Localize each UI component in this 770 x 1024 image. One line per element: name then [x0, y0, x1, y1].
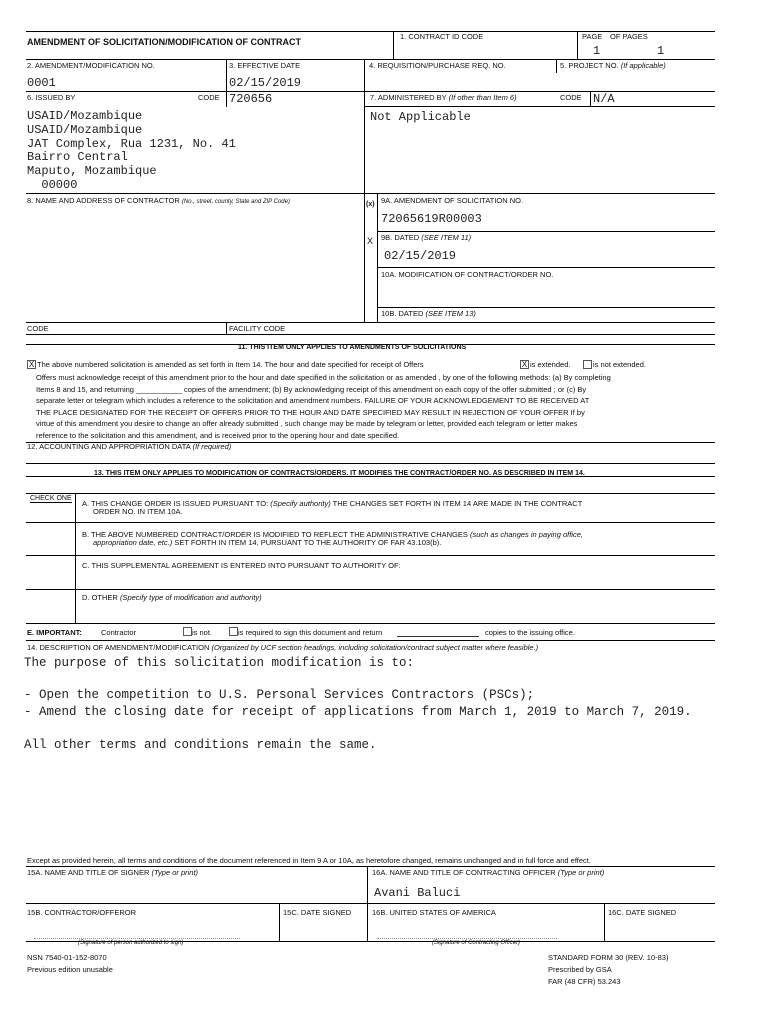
item-15b-label: 15B. CONTRACTOR/OFFEROR [27, 908, 137, 917]
item-12-label: 12. ACCOUNTING AND APPROPRIATION DATA (If required) [27, 442, 232, 451]
project-no-label: 5. PROJECT NO. (If applicable) [560, 61, 666, 70]
item-13b-line-2: appropriation date, etc.) SET FORTH IN ITEM 14, PURSUANT TO THE AUTHORITY OF FAR 43.103(b). [93, 538, 442, 547]
pages-value: 1 [657, 44, 665, 58]
item-11-line-1: The above numbered solicitation is amended as set forth in Item 14. The hour and date specified for receipt of Offers [37, 360, 424, 369]
form-title: AMENDMENT OF SOLICITATION/MODIFICATION OF CONTRACT [27, 37, 301, 47]
item-13a-text: A. THIS CHANGE ORDER IS ISSUED PURSUANT TO: (Specify authority) THE CHANGES SET FORTH IN ITEM 14 ARE MADE IN THE CONTRACT [82, 499, 583, 508]
is-required-label: is required to sign this document and return [238, 628, 383, 637]
administered-by-label: 7. ADMINISTERED BY (If other than Item 6) [370, 93, 517, 102]
contracting-officer-name: Avani Baluci [374, 886, 461, 900]
issued-code-value: 720656 [229, 92, 273, 106]
issued-code-label: CODE [198, 93, 220, 102]
item-11-heading: 11. THIS ITEM ONLY APPLIES TO AMENDMENTS OF SOLICITATIONS [238, 344, 467, 351]
item-13-heading: 13. THIS ITEM ONLY APPLIES TO MODIFICATION OF CONTRACTS/ORDERS. IT MODIFIES THE CONTRACT/ORDER NO. AS DESCRIBED IN ITEM 14. [94, 470, 585, 477]
item-9b-x-mark: X [367, 237, 374, 248]
item-16c-label: 16C. DATE SIGNED [608, 908, 677, 917]
item-9b-value: 02/15/2019 [384, 249, 457, 263]
contractor-label: 8. NAME AND ADDRESS OF CONTRACTOR (No., street, county, State and ZIP Code) [27, 196, 290, 205]
item-9a-value: 72065619R00003 [381, 212, 482, 226]
contract-id-label: 1. CONTRACT ID CODE [400, 32, 484, 41]
item-10b-label: 10B. DATED (SEE ITEM 13) [381, 309, 476, 318]
item-14-label: 14. DESCRIPTION OF AMENDMENT/MODIFICATION (Organized by UCF section headings, including solicitation/contract subject matter where feasible.) [27, 643, 539, 652]
page-label: PAGE [582, 32, 603, 41]
not-extended-checkbox[interactable] [583, 360, 592, 369]
amendment-no-label: 2. AMENDMENT/MODIFICATION NO. [27, 61, 155, 70]
important-contractor: Contractor [101, 628, 137, 637]
effective-date-value: 02/15/2019 [229, 76, 302, 90]
item-11-instructions: Offers must acknowledge receipt of this amendment prior to the hour and date specified in the solicitation or as amended , by one of the following methods: (a) By completing Items 8 and 15, and returning ___________ copies of the amendment; (b) By acknowledging receipt of this amendment on each copy of the offer submitted ; or (c) By separate letter or telegram which includes a reference to the solicitation and amendment numbers. FAILURE OF YOUR ACKNOWLEDGEMENT TO BE RECEIVED AT THE PLACE DESIGNATED FOR THE RECEIPT OF OFFERS PRIOR TO THE HOUR AND DATE SPECIFIED MAY RESULT IN REJECTION OF YOUR OFFER If by virtue of this amendment you desire to change an offer already submitted , such change may be made by telegram or letter, provided each telegram or letter makes reference to the solicitation and this amendment, and is received prior to the opening hour and date specified. [36, 373, 611, 440]
issued-by-label: 6. ISSUED BY [27, 93, 76, 102]
prescribed-by: Prescribed by GSA [548, 965, 612, 974]
effective-date-label: 3. EFFECTIVE DATE [229, 61, 301, 70]
previous-edition: Previous edition unusable [27, 965, 113, 974]
item-9b-label: 9B. DATED (SEE ITEM 11) [381, 233, 472, 242]
description-line-4: All other terms and conditions remain the same. [24, 738, 377, 752]
administered-by-value: Not Applicable [370, 110, 471, 124]
description-line-1: The purpose of this solicitation modification is to: [24, 656, 415, 670]
contractor-code-label: CODE [27, 324, 49, 333]
signature-officer-caption: (Signature of Contracting Officer) [432, 940, 521, 946]
requisition-label: 4. REQUISITION/PURCHASE REQ. NO. [369, 61, 506, 70]
is-required-checkbox[interactable] [229, 627, 238, 636]
item-13a-line-2: ORDER NO. IN ITEM 10A. [93, 507, 183, 516]
administered-code-value: N/A [590, 92, 615, 106]
is-not-label: is not. [192, 628, 213, 637]
standard-form: STANDARD FORM 30 (REV. 10-83) [548, 953, 669, 962]
item-10a-label: 10A. MODIFICATION OF CONTRACT/ORDER NO. [381, 270, 554, 279]
item-16a-label: 16A. NAME AND TITLE OF CONTRACTING OFFICER (Type or print) [372, 868, 605, 877]
nsn-number: NSN 7540-01-152-8070 [27, 953, 107, 962]
page-value: 1 [593, 44, 601, 58]
not-extended-label: is not extended. [593, 360, 646, 369]
description-line-2: - Open the competition to U.S. Personal Services Contractors (PSCs); [24, 688, 535, 702]
item-15a-label: 15A. NAME AND TITLE OF SIGNER (Type or print) [27, 868, 199, 877]
item-9a-label: 9A. AMENDMENT OF SOLICITATION NO. [381, 196, 524, 205]
far-reference: FAR (48 CFR) 53.243 [548, 977, 621, 986]
facility-code-label: FACILITY CODE [229, 324, 286, 333]
signature-person-caption: (Signature of person authorized to sign) [78, 940, 184, 946]
x-header: (x) [366, 201, 375, 208]
except-clause: Except as provided herein, all terms and conditions of the document referenced in Item 9 A or 10A, as heretofore changed, remains unchanged and in full force and effect. [27, 856, 591, 865]
is-not-checkbox[interactable] [183, 627, 192, 636]
check-one-label: CHECK ONE [30, 495, 72, 502]
item-13b-text: B. THE ABOVE NUMBERED CONTRACT/ORDER IS MODIFIED TO REFLECT THE ADMINISTRATIVE CHANGES (such as changes in paying office, [82, 530, 583, 539]
copies-label: copies to the issuing office. [485, 628, 575, 637]
item-11-checkbox[interactable]: X [28, 360, 35, 369]
item-16b-label: 16B. UNITED STATES OF AMERICA [372, 908, 496, 917]
description-line-3: - Amend the closing date for receipt of applications from March 1, 2019 to March 7, 2019. [24, 705, 692, 719]
amendment-no-value: 0001 [27, 76, 56, 90]
item-13c-text: C. THIS SUPPLEMENTAL AGREEMENT IS ENTERED INTO PURSUANT TO AUTHORITY OF: [82, 561, 401, 570]
administered-code-label: CODE [560, 93, 582, 102]
item-15c-label: 15C. DATE SIGNED [283, 908, 352, 917]
of-pages-label: OF PAGES [610, 32, 648, 41]
is-extended-checkbox[interactable]: X [521, 360, 528, 369]
issuer-address: USAID/Mozambique USAID/Mozambique JAT Complex, Rua 1231, No. 41 Bairro Central Maputo, Mozambique 00000 [27, 109, 236, 192]
is-extended-label: is extended. [530, 360, 571, 369]
important-label: E. IMPORTANT: [27, 628, 82, 637]
item-13d-text: D. OTHER (Specify type of modification and authority) [82, 593, 262, 602]
